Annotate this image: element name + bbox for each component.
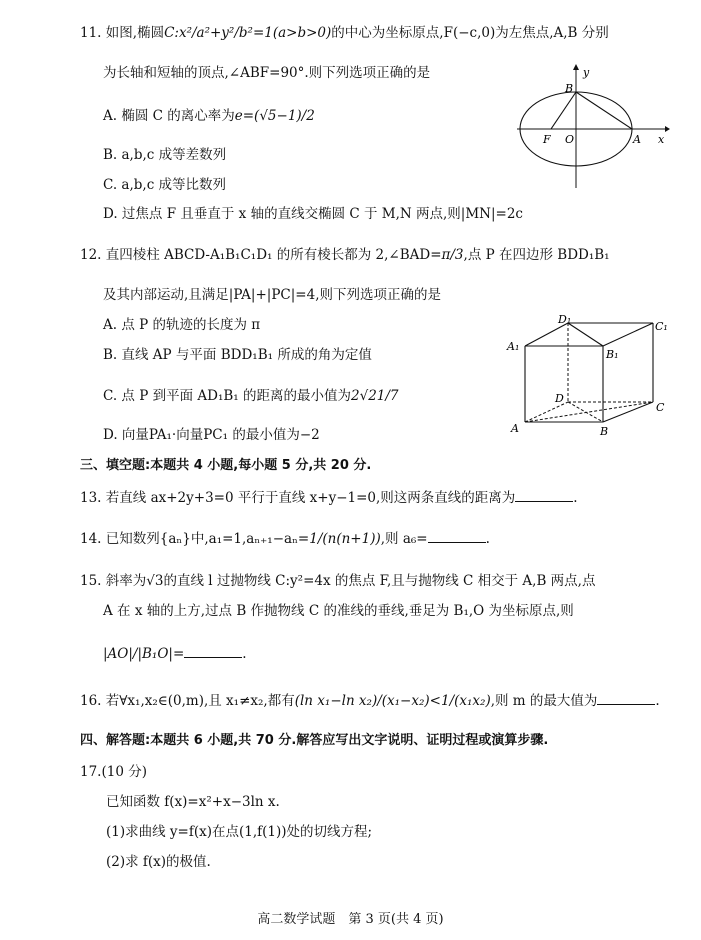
x-axis-arrow-icon xyxy=(665,126,670,132)
y-axis-arrow-icon xyxy=(573,64,579,70)
q17-points: (10 分) xyxy=(101,764,147,780)
q11-option-d: D. 过焦点 F 且垂直于 x 轴的直线交椭圆 C 于 M,N 两点,则|MN|=2c xyxy=(103,206,523,222)
q12-prism-figure xyxy=(503,314,673,439)
page-footer: 高二数学试题 第 3 页(共 4 页) xyxy=(257,912,444,927)
q11-ellipse-equation: C:x²/a²+y²/b²=1(a>b>0) xyxy=(164,25,332,41)
q14-fraction: 1/(n(n+1)) xyxy=(309,531,381,547)
diagonal-DB-hidden xyxy=(568,402,603,422)
label-D1: D₁ xyxy=(558,314,572,326)
label-A1: A₁ xyxy=(507,340,520,353)
label-O: O xyxy=(565,133,575,146)
section-3-heading: 三、填空题:本题共 4 小题,每小题 5 分,共 20 分. xyxy=(80,458,372,473)
q12-option-b: B. 直线 AP 与平面 BDD₁B₁ 所成的角为定值 xyxy=(103,347,372,363)
label-D: D xyxy=(555,392,564,405)
q11-number: 11. xyxy=(80,25,102,41)
q11-option-c: C. a,b,c 成等比数列 xyxy=(103,177,227,193)
q12-stem-line2: 及其内部运动,且满足|PA|+|PC|=4,则下列选项正确的是 xyxy=(103,287,441,303)
q16: 16. 若∀x₁,x₂∈(0,m),且 x₁≠x₂,都有(ln x₁−ln x₂)/(x₁−x₂)<1/(x₁x₂),则 m 的最大值为 . xyxy=(80,690,660,710)
q11-option-a: A. 椭圆 C 的离心率为e=(√5−1)/2 xyxy=(103,108,315,124)
q12-number: 12. xyxy=(80,247,102,263)
label-x: x xyxy=(658,133,665,146)
label-F: F xyxy=(543,133,551,146)
q12-option-d: D. 向量PA₁·向量PC₁ 的最小值为−2 xyxy=(103,427,320,443)
q16-number: 16. xyxy=(80,693,102,709)
q15-answer-blank[interactable] xyxy=(184,643,242,658)
diagonal-D1B1 xyxy=(568,323,603,346)
q16-answer-blank[interactable] xyxy=(597,690,655,705)
q11-ellipse-figure xyxy=(515,62,670,190)
q14: 14. 已知数列{aₙ}中,a₁=1,aₙ₊₁−aₙ=1/(n(n+1)),则 a₆= . xyxy=(80,528,490,548)
q11-stem: 11. 如图,椭圆C:x²/a²+y²/b²=1(a>b>0)的中心为坐标原点,F(−c,0)为左焦点,A,B 分别 xyxy=(80,25,609,41)
q17-number: 17. xyxy=(80,764,102,780)
q13: 13. 若直线 ax+2y+3=0 平行于直线 x+y−1=0,则这两条直线的距离为 . xyxy=(80,487,578,507)
label-B1: B₁ xyxy=(606,348,619,361)
edge-A1D1 xyxy=(525,323,568,346)
q12-angle: π/3 xyxy=(441,247,464,263)
label-A: A xyxy=(511,422,519,435)
label-B: B xyxy=(565,82,574,95)
q17-header xyxy=(80,763,147,781)
q13-number: 13. xyxy=(80,490,102,506)
edge-BC xyxy=(603,402,653,422)
q14-number: 14. xyxy=(80,531,102,547)
q17-part2: (2)求 f(x)的极值. xyxy=(106,854,211,870)
q17-given: 已知函数 f(x)=x²+x−3ln x. xyxy=(106,794,280,810)
label-C1: C₁ xyxy=(655,320,668,333)
q11-stem-line2: 为长轴和短轴的顶点,∠ABF=90°.则下列选项正确的是 xyxy=(103,65,431,81)
q12-option-a: A. 点 P 的轨迹的长度为 π xyxy=(103,317,261,333)
q13-answer-blank[interactable] xyxy=(515,487,573,502)
label-A: A xyxy=(633,133,641,146)
q14-answer-blank[interactable] xyxy=(428,528,486,543)
q15-line3: |AO|/|B₁O|= . xyxy=(103,643,247,663)
segment-FB xyxy=(551,92,576,129)
q12-option-c: C. 点 P 到平面 AD₁B₁ 的距离的最小值为2√21/7 xyxy=(103,388,399,404)
q11-option-b: B. a,b,c 成等差数列 xyxy=(103,147,227,163)
q15-line1: 15. 斜率为√3的直线 l 过抛物线 C:y²=4x 的焦点 F,且与抛物线 C 相交于 A,B 两点,点 xyxy=(80,573,596,589)
q12-stem: 12. 直四棱柱 ABCD-A₁B₁C₁D₁ 的所有棱长都为 2,∠BAD=π/3,点 P 在四边形 BDD₁B₁ xyxy=(80,247,610,263)
section-4-heading: 四、解答题:本题共 6 小题,共 70 分.解答应写出文字说明、证明过程或演算步骤. xyxy=(80,733,549,748)
q16-fraction-left: (ln x₁−ln x₂)/(x₁−x₂) xyxy=(294,693,430,709)
q15-line2: A 在 x 轴的上方,过点 B 作抛物线 C 的准线的垂线,垂足为 B₁,O 为坐标原点,则 xyxy=(103,603,574,619)
q16-fraction-right: 1/(x₁x₂) xyxy=(440,693,491,709)
label-y: y xyxy=(583,66,590,79)
q15-number: 15. xyxy=(80,573,102,589)
segment-BA xyxy=(576,92,632,129)
edge-B1C1 xyxy=(603,323,653,346)
q11-eccentricity: e=(√5−1)/2 xyxy=(234,108,315,124)
q17-part1: (1)求曲线 y=f(x)在点(1,f(1))处的切线方程; xyxy=(106,824,373,840)
q15-fraction: |AO|/|B₁O| xyxy=(103,646,173,662)
label-C: C xyxy=(656,401,665,414)
diagonal-AC-hidden xyxy=(525,402,653,422)
label-B: B xyxy=(600,425,609,438)
q12-min-distance: 2√21/7 xyxy=(351,388,399,404)
